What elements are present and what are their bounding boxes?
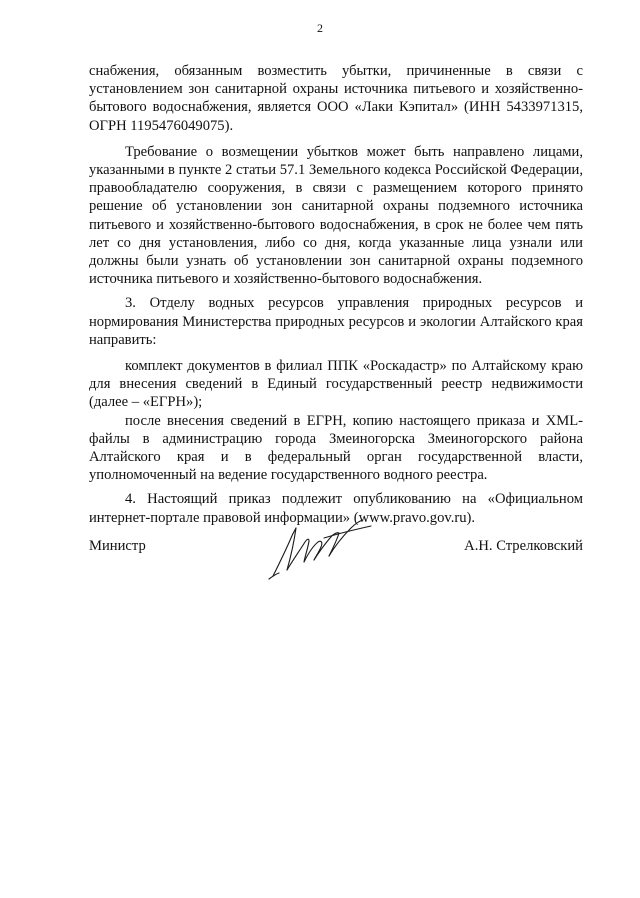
- document-body: [89, 62, 583, 527]
- handwritten-signature: [267, 516, 387, 582]
- paragraph-continuation: снабжения, обязанным возместить убытки, причиненные в связи с установлением зон санитарной охраны источника питьевого и хозяйственно-бытового водоснабжения, является ООО «Лаки Кэпитал» (ИНН 5433971315, ОГРН 1195476049075).: [89, 63, 583, 134]
- paragraph-item-3-sub-1: комплект документов в филиал ППК «Роскадастр» по Алтайскому краю для внесения сведений в Единый государственный реестр недвижимости (далее – «ЕГРН»);: [89, 358, 583, 411]
- signatory-title: Министр: [89, 538, 146, 554]
- paragraph-item-3: 3. Отделу водных ресурсов управления природных ресурсов и нормирования Министерства природных ресурсов и экологии Алтайского края направить:: [89, 295, 583, 348]
- paragraph-item-4: 4. Настоящий приказ подлежит опубликованию на «Официальном интернет-портале правовой информации» (www.pravo.gov.ru).: [89, 491, 583, 526]
- signature-block: [89, 528, 583, 588]
- signatory-name: А.Н. Стрелковский: [464, 538, 583, 554]
- paragraph-claim-requirement: Требование о возмещении убытков может быть направлено лицами, указанными в пункте 2 статьи 57.1 Земельного кодекса Российской Федерации, правообладателю сооружения, в связи с размещением которого принято решение об установлении зон санитарной охраны подземного источника питьевого и хозяйственно-бытового водоснабжения, в срок не более чем пять лет со дня установления, либо со дня, когда указанные лица узнали или должны были узнать об установлении зон санитарной охраны подземного источника питьевого и хозяйственно-бытового водоснабжения.: [89, 143, 583, 288]
- page-number: 2: [317, 21, 323, 35]
- paragraph-item-3-sub-2: после внесения сведений в ЕГРН, копию настоящего приказа и XML-файлы в администрацию города Змеиногорска Змеиногорского района Алтайского края и в федеральный орган государственной власти, уполномоченный на ведение государственного водного реестра.: [89, 412, 583, 484]
